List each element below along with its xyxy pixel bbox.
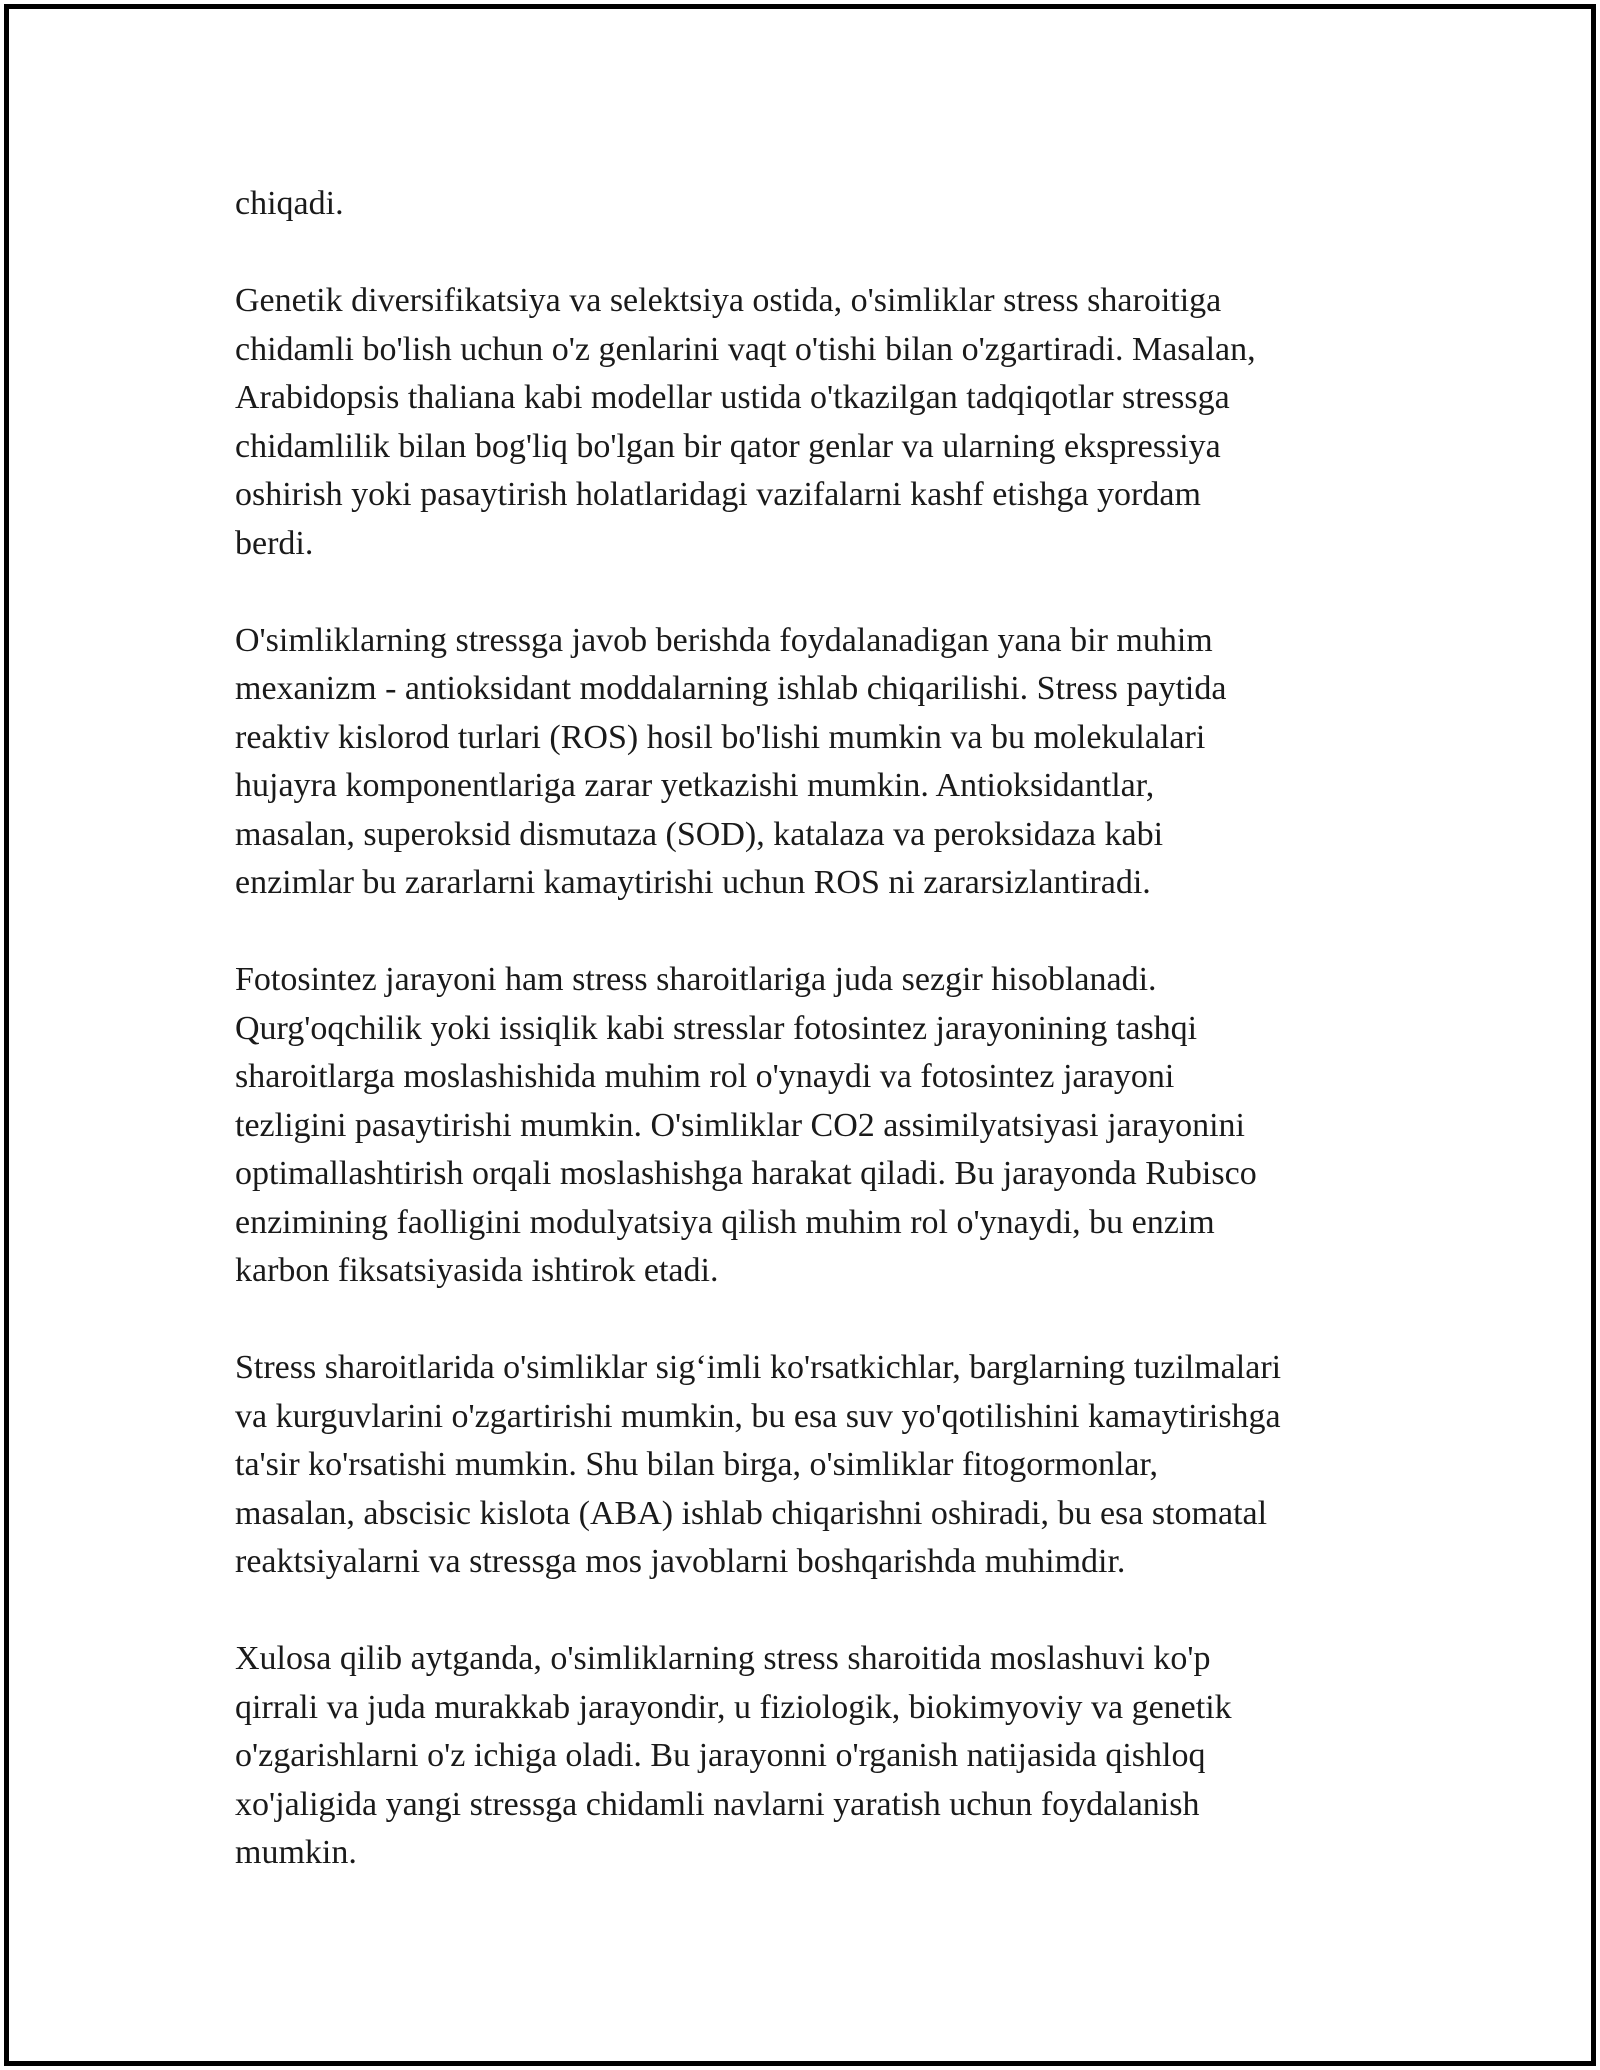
text-line: Arabidopsis thaliana kabi modellar ustida o'tkazilgan tadqiqotlar stressga (235, 379, 1230, 416)
paragraph-6 (235, 1635, 1375, 1878)
text-line: Stress sharoitlarida o'simliklar sig‘imli ko'rsatkichlar, barglarning tuzilmalari (235, 1349, 1282, 1386)
text-line: qirrali va juda murakkab jarayondir, u fiziologik, biokimyoviy va genetik (235, 1688, 1232, 1726)
text-line: optimallashtirish orqali moslashishga harakat qiladi. Bu jarayonda Rubisco (235, 1155, 1257, 1192)
text-line: Xulosa qilib aytganda, o'simliklarning stress sharoitida moslashuvi ko'p (235, 1640, 1211, 1677)
text-line: berdi. (235, 524, 314, 562)
text-line: masalan, abscisic kislota (ABA) ishlab chiqarishni oshiradi, bu esa stomatal (235, 1494, 1268, 1532)
text-line: chidamli bo'lish uchun o'z genlarini vaqt o'tishi bilan o'zgartiradi. Masalan, (235, 330, 1256, 368)
text-line: xo'jaligida yangi stressga chidamli navlarni yaratish uchun foydalanish (235, 1785, 1200, 1823)
text-line: chidamlilik bilan bog'liq bo'lgan bir qator genlar va ularning ekspressiya (235, 427, 1221, 465)
text-line: O'simliklarning stressga javob berishda foydalanadigan yana bir muhim (235, 621, 1213, 659)
text-line: hujayra komponentlariga zarar yetkazishi mumkin. Antioksidantlar, (235, 767, 1155, 804)
text-line: reaktsiyalarni va stressga mos javoblarni boshqarishda muhimdir. (235, 1543, 1126, 1580)
paragraph-1 (235, 180, 1375, 229)
text-line: enzimining faolligini modulyatsiya qilish muhim rol o'ynaydi, bu enzim (235, 1203, 1215, 1241)
text-line: Genetik diversifikatsiya va selektsiya ostida, o'simliklar stress sharoitiga (235, 282, 1222, 319)
text-line: mumkin. (235, 1834, 357, 1871)
paragraph-3 (235, 617, 1375, 908)
text-line: karbon fiksatsiyasida ishtirok etadi. (235, 1252, 719, 1289)
text-line: reaktiv kislorod turlari (ROS) hosil bo'lishi mumkin va bu molekulalari (235, 718, 1206, 756)
document-body (235, 180, 1375, 1926)
text-line: va kurguvlarini o'zgartirishi mumkin, bu esa suv yo'qotilishini kamaytirishga (235, 1397, 1281, 1435)
paragraph-5 (235, 1344, 1375, 1587)
text-line: oshirish yoki pasaytirish holatlaridagi vazifalarni kashf etishga yordam (235, 476, 1201, 513)
text-line: enzimlar bu zararlarni kamaytirishi uchun ROS ni zararsizlantiradi. (235, 864, 1151, 901)
text-line: mexanizm - antioksidant moddalarning ishlab chiqarilishi. Stress paytida (235, 670, 1227, 707)
text-line: chiqadi. (235, 185, 344, 222)
text-line: masalan, superoksid dismutaza (SOD), katalaza va peroksidaza kabi (235, 815, 1164, 853)
text-line: o'zgarishlarni o'z ichiga oladi. Bu jarayonni o'rganish natijasida qishloq (235, 1737, 1206, 1774)
text-line: ta'sir ko'rsatishi mumkin. Shu bilan birga, o'simliklar fitogormonlar, (235, 1446, 1158, 1483)
text-line: Qurg'oqchilik yoki issiqlik kabi stresslar fotosintez jarayonining tashqi (235, 1009, 1198, 1047)
text-line: tezligini pasaytirishi mumkin. O'simliklar CO2 assimilyatsiyasi jarayonini (235, 1106, 1245, 1144)
paragraph-4 (235, 956, 1375, 1296)
text-line: Fotosintez jarayoni ham stress sharoitlariga juda sezgir hisoblanadi. (235, 961, 1157, 998)
paragraph-2 (235, 277, 1375, 568)
text-line: sharoitlarga moslashishida muhim rol o'ynaydi va fotosintez jarayoni (235, 1058, 1175, 1095)
